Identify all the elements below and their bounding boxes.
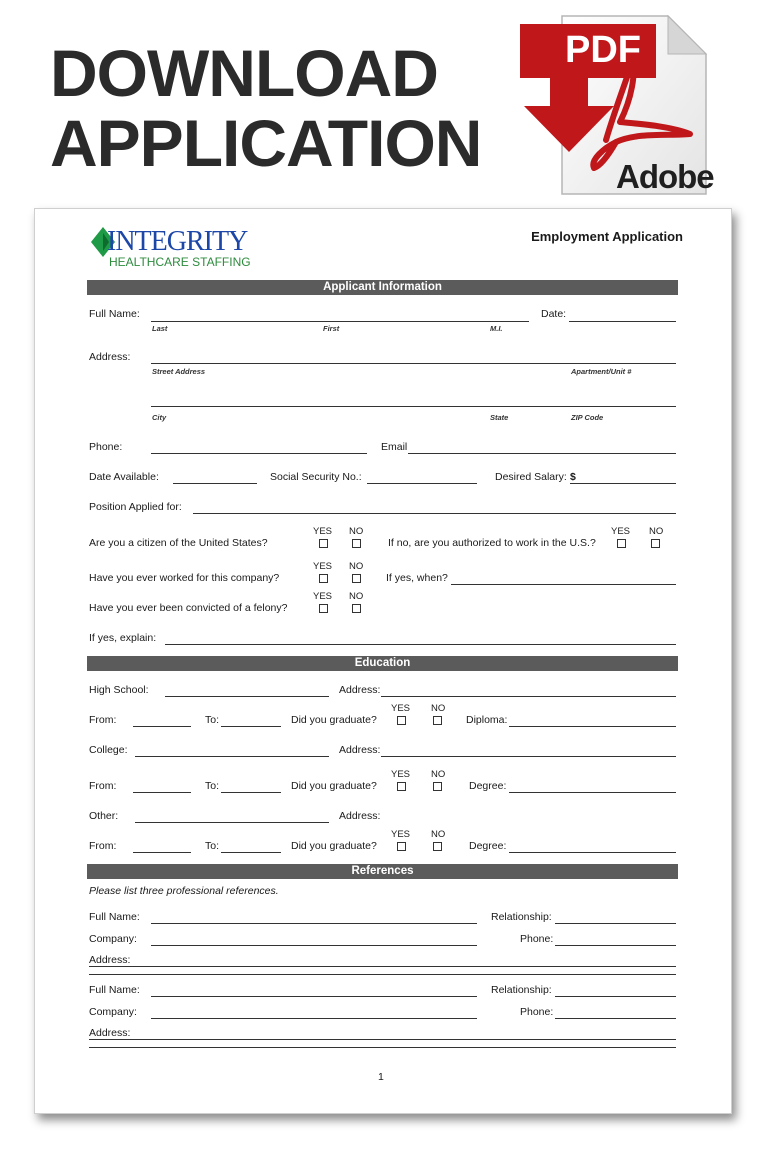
- hs-from-field[interactable]: [133, 726, 191, 727]
- headline-download: DOWNLOAD: [50, 36, 438, 110]
- references-intro: Please list three professional references.: [89, 885, 279, 897]
- position-label: Position Applied for:: [89, 501, 182, 513]
- ref2-divider: [89, 1047, 676, 1048]
- yes-label: YES: [611, 526, 631, 537]
- section-applicant-info: Applicant Information: [87, 280, 678, 295]
- yes-label: YES: [313, 526, 333, 537]
- city-state-zip-field[interactable]: [151, 406, 676, 407]
- no-label: NO: [431, 769, 446, 780]
- full-name-field[interactable]: [151, 321, 529, 322]
- yes-label: YES: [391, 829, 411, 840]
- worked-no-checkbox[interactable]: [352, 574, 361, 583]
- address-label: Address:: [89, 351, 131, 363]
- no-label: NO: [431, 703, 446, 714]
- college-address-label: Address:: [339, 744, 381, 756]
- ref1-company-label: Company:: [89, 933, 137, 945]
- ref1-name-field[interactable]: [151, 923, 477, 924]
- authorized-no-checkbox[interactable]: [651, 539, 660, 548]
- q-when: If yes, when?: [386, 572, 448, 584]
- worked-yes-checkbox[interactable]: [319, 574, 328, 583]
- ref1-phone-field[interactable]: [555, 945, 676, 946]
- logo-tagline: HEALTHCARE STAFFING: [109, 255, 251, 269]
- no-label: NO: [349, 591, 364, 602]
- authorized-yes-checkbox[interactable]: [617, 539, 626, 548]
- yes-label: YES: [391, 769, 411, 780]
- other-degree-label: Degree:: [469, 840, 507, 852]
- ref1-name-label: Full Name:: [89, 911, 140, 923]
- other-no-checkbox[interactable]: [433, 842, 442, 851]
- hs-address-label: Address:: [339, 684, 381, 696]
- hs-no-checkbox[interactable]: [433, 716, 442, 725]
- college-from-label: From:: [89, 780, 117, 792]
- high-school-label: High School:: [89, 684, 149, 696]
- sub-city: City: [152, 413, 167, 422]
- date-label: Date:: [541, 308, 567, 320]
- hs-yes-checkbox[interactable]: [397, 716, 406, 725]
- citizen-yes-checkbox[interactable]: [319, 539, 328, 548]
- ref1-address-field[interactable]: [89, 966, 676, 967]
- ref2-relationship-label: Relationship:: [491, 984, 552, 996]
- college-yes-checkbox[interactable]: [397, 782, 406, 791]
- sub-first: First: [323, 324, 340, 333]
- no-label: NO: [349, 526, 364, 537]
- salary-prefix: $: [570, 471, 576, 483]
- ref2-name-field[interactable]: [151, 996, 477, 997]
- sub-state: State: [490, 413, 509, 422]
- ref2-name-label: Full Name:: [89, 984, 140, 996]
- college-graduate-label: Did you graduate?: [291, 780, 377, 792]
- section-references: References: [87, 864, 678, 879]
- desired-salary-field[interactable]: [570, 483, 676, 484]
- college-label: College:: [89, 744, 128, 756]
- ref1-company-field[interactable]: [151, 945, 477, 946]
- yes-label: YES: [313, 591, 333, 602]
- document-title: Employment Application: [531, 229, 683, 244]
- hs-from-label: From:: [89, 714, 117, 726]
- diploma-field[interactable]: [509, 726, 676, 727]
- no-label: NO: [349, 561, 364, 572]
- sub-mi: M.I.: [490, 324, 503, 333]
- ssn-label: Social Security No.:: [270, 471, 362, 483]
- college-degree-field[interactable]: [509, 792, 676, 793]
- date-available-field[interactable]: [173, 483, 257, 484]
- q-felony: Have you ever been convicted of a felony?: [89, 602, 288, 614]
- college-to-label: To:: [205, 780, 220, 792]
- other-to-field[interactable]: [221, 852, 281, 853]
- other-from-field[interactable]: [133, 852, 191, 853]
- date-available-label: Date Available:: [89, 471, 159, 483]
- yes-label: YES: [313, 561, 333, 572]
- desired-salary-label: Desired Salary:: [495, 471, 567, 483]
- hs-address-field[interactable]: [381, 696, 676, 697]
- diploma-label: Diploma:: [466, 714, 508, 726]
- ref2-phone-label: Phone:: [520, 1006, 554, 1018]
- other-label: Other:: [89, 810, 119, 822]
- college-to-field[interactable]: [221, 792, 281, 793]
- yes-label: YES: [391, 703, 411, 714]
- ref1-relationship-field[interactable]: [555, 923, 676, 924]
- other-to-label: To:: [205, 840, 220, 852]
- email-label: Email: [381, 441, 408, 453]
- page-number: 1: [378, 1071, 384, 1083]
- email-field[interactable]: [408, 453, 676, 454]
- sub-zip: ZIP Code: [571, 413, 604, 422]
- college-address-field[interactable]: [381, 756, 676, 757]
- college-from-field[interactable]: [133, 792, 191, 793]
- position-field[interactable]: [193, 513, 676, 514]
- explain-label: If yes, explain:: [89, 632, 157, 644]
- ref2-company-label: Company:: [89, 1006, 137, 1018]
- ssn-field[interactable]: [367, 483, 477, 484]
- logo-name: INTEGRITY: [107, 226, 248, 257]
- sub-apt: Apartment/Unit #: [571, 367, 632, 376]
- felony-yes-checkbox[interactable]: [319, 604, 328, 613]
- ref1-phone-label: Phone:: [520, 933, 554, 945]
- date-field[interactable]: [569, 321, 676, 322]
- q-authorized: If no, are you authorized to work in the U.S.?: [388, 537, 596, 549]
- pdf-download-icon[interactable]: [520, 10, 714, 200]
- other-from-label: From:: [89, 840, 117, 852]
- adobe-label: Adobe: [616, 158, 714, 195]
- when-field[interactable]: [451, 584, 676, 585]
- other-yes-checkbox[interactable]: [397, 842, 406, 851]
- phone-label: Phone:: [89, 441, 123, 453]
- ref2-phone-field[interactable]: [555, 1018, 676, 1019]
- felony-no-checkbox[interactable]: [352, 604, 361, 613]
- citizen-no-checkbox[interactable]: [352, 539, 361, 548]
- ref2-address-label: Address:: [89, 1027, 131, 1039]
- no-label: NO: [431, 829, 446, 840]
- ref2-company-field[interactable]: [151, 1018, 477, 1019]
- college-field[interactable]: [135, 756, 329, 757]
- no-label: NO: [649, 526, 664, 537]
- other-degree-field[interactable]: [509, 852, 676, 853]
- ref2-relationship-field[interactable]: [555, 996, 676, 997]
- pdf-label: PDF: [565, 29, 641, 71]
- full-name-label: Full Name:: [89, 308, 140, 320]
- ref1-divider: [89, 974, 676, 975]
- phone-field[interactable]: [151, 453, 367, 454]
- hs-graduate-label: Did you graduate?: [291, 714, 377, 726]
- headline-application: APPLICATION: [50, 106, 482, 180]
- q-worked: Have you ever worked for this company?: [89, 572, 280, 584]
- hs-to-label: To:: [205, 714, 220, 726]
- sub-last: Last: [152, 324, 168, 333]
- hs-to-field[interactable]: [221, 726, 281, 727]
- section-education: Education: [87, 656, 678, 671]
- other-field[interactable]: [135, 822, 329, 823]
- ref1-relationship-label: Relationship:: [491, 911, 552, 923]
- high-school-field[interactable]: [165, 696, 329, 697]
- application-page: [34, 208, 732, 1114]
- sub-street: Street Address: [152, 367, 206, 376]
- other-graduate-label: Did you graduate?: [291, 840, 377, 852]
- ref2-address-field[interactable]: [89, 1039, 676, 1040]
- ref1-address-label: Address:: [89, 954, 131, 966]
- q-citizen: Are you a citizen of the United States?: [89, 537, 268, 549]
- street-address-field[interactable]: [151, 363, 676, 364]
- explain-field[interactable]: [165, 644, 676, 645]
- college-no-checkbox[interactable]: [433, 782, 442, 791]
- other-address-label: Address:: [339, 810, 381, 822]
- college-degree-label: Degree:: [469, 780, 507, 792]
